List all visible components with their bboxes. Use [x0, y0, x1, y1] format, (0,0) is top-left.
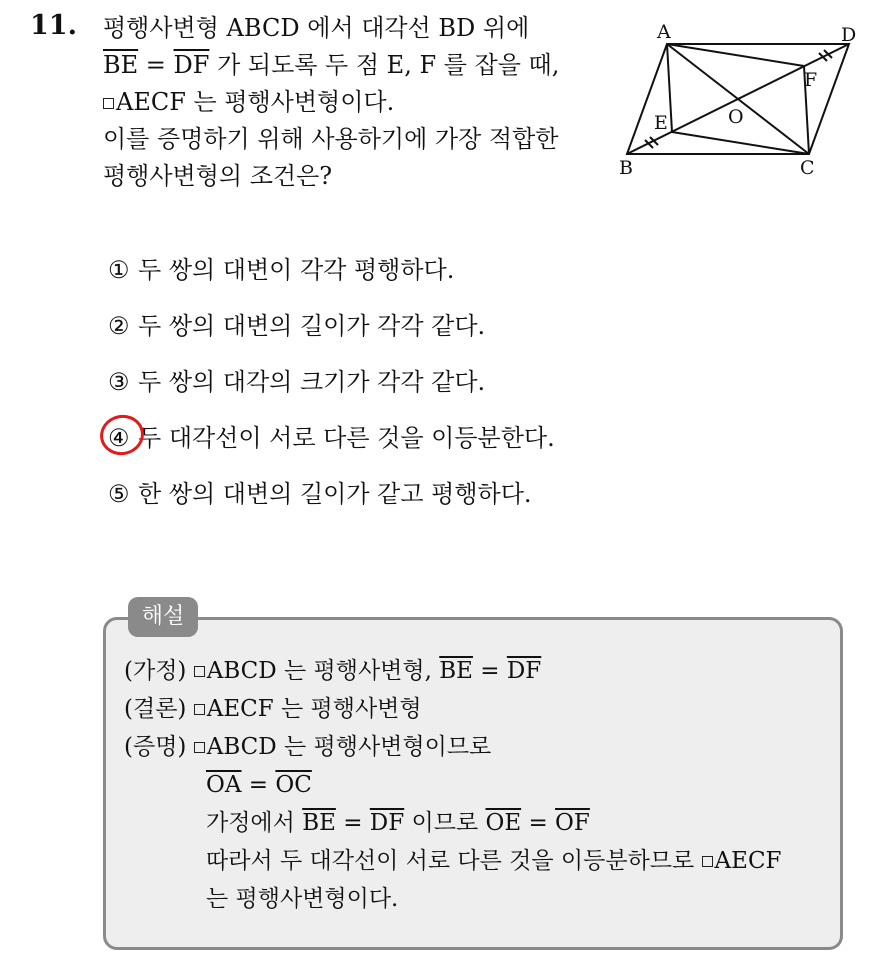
shape-aecf: AECF: [116, 88, 186, 116]
choice-4[interactable]: [108, 416, 555, 472]
hypothesis-label: (가정): [124, 658, 187, 684]
segment-df: $\overline{DF}$: [173, 51, 210, 79]
solution-title: 해설: [128, 597, 198, 637]
segment-be: $\overline{BE}$: [439, 658, 473, 684]
equals-sign: =: [241, 772, 276, 798]
choice-text: 두 쌍의 대변이 각각 평행하다.: [138, 256, 455, 284]
choice-text: 두 쌍의 대변의 길이가 각각 같다.: [138, 312, 486, 340]
stem-line-2-rest: 가 되도록 두 점 E, F 를 잡을 때,: [209, 51, 560, 79]
tick-df-1: [819, 53, 827, 61]
solution-proof-line-5: 는 평행사변형이다.: [206, 886, 399, 912]
shape-aecf: AECF: [714, 848, 782, 874]
parallelogram-figure: [612, 14, 872, 184]
choice-marker: ②: [108, 312, 130, 340]
quadrilateral-icon: [702, 856, 713, 867]
segment-be: $\overline{BE}$: [302, 810, 336, 836]
stem-line-5: 평행사변형의 조건은?: [103, 162, 333, 190]
choice-3[interactable]: [108, 360, 555, 416]
choice-marker: ③: [108, 368, 130, 396]
shape-abcd: ABCD: [206, 658, 277, 684]
choice-marker: ①: [108, 256, 130, 284]
segment-of: $\overline{OF}$: [555, 810, 590, 836]
equals-sign: =: [138, 51, 174, 79]
choice-1[interactable]: [108, 248, 555, 304]
segment-oa: $\overline{OA}$: [206, 772, 242, 798]
choice-text: 두 쌍의 대각의 크기가 각각 같다.: [138, 368, 486, 396]
label-a: A: [657, 21, 671, 43]
segment-oc: $\overline{OC}$: [275, 772, 312, 798]
equals-sign: =: [335, 810, 370, 836]
label-e: E: [654, 112, 668, 134]
choice-marker: ⑤: [108, 480, 130, 508]
proof-text: 따라서 두 대각선이 서로 다른 것을 이등분하므로: [206, 848, 702, 874]
segment-af: [667, 44, 804, 66]
stem-line-3: [103, 84, 603, 121]
proof-text: 는 평행사변형이므로: [276, 734, 492, 760]
label-o: O: [728, 106, 744, 128]
choice-text: 두 대각선이 서로 다른 것을 이등분한다.: [138, 424, 555, 452]
label-c: C: [800, 157, 815, 179]
segment-be: $\overline{BE}$: [103, 51, 139, 79]
quadrilateral-icon: [194, 666, 205, 677]
solution-hypothesis: [124, 652, 782, 690]
solution-content: [124, 652, 782, 918]
solution-proof-line-1: [124, 728, 782, 766]
shape-abcd: ABCD: [206, 734, 277, 760]
choice-marker: ④: [108, 424, 130, 452]
choice-text: 한 쌍의 대변의 길이가 같고 평행하다.: [138, 480, 532, 508]
choice-5[interactable]: [108, 472, 555, 528]
proof-label: (증명): [124, 734, 187, 760]
label-b: B: [619, 157, 633, 179]
answer-choices: [108, 248, 555, 528]
quadrilateral-icon: [103, 98, 114, 109]
segment-oe: $\overline{OE}$: [485, 810, 522, 836]
label-f: F: [804, 69, 818, 91]
quadrilateral-icon: [194, 742, 205, 753]
proof-text: 이므로: [404, 810, 486, 836]
stem-line-2: [103, 47, 603, 84]
solution-proof-line-4: [124, 842, 782, 880]
segment-ec: [672, 132, 809, 154]
segment-df: $\overline{DF}$: [506, 658, 542, 684]
label-d: D: [841, 24, 857, 46]
solution-proof-line-2: [124, 766, 782, 804]
conclusion-text: 는 평행사변형: [273, 696, 422, 722]
stem-line-1: 평행사변형 ABCD 에서 대각선 BD 위에: [103, 14, 530, 42]
choice-2[interactable]: [108, 304, 555, 360]
conclusion-label: (결론): [124, 696, 187, 722]
stem-line-4: 이를 증명하기 위해 사용하기에 가장 적합한: [103, 125, 559, 153]
question-number: 11.: [30, 10, 77, 41]
solution-proof-line-3: [124, 804, 782, 842]
equals-sign: =: [472, 658, 507, 684]
segment-df: $\overline{DF}$: [369, 810, 405, 836]
hypothesis-text: 는 평행사변형,: [276, 658, 440, 684]
proof-text: 가정에서: [206, 810, 303, 836]
equals-sign: =: [521, 810, 556, 836]
solution-conclusion: [124, 690, 782, 728]
quadrilateral-icon: [194, 704, 205, 715]
shape-aecf: AECF: [206, 696, 274, 722]
stem-line-3-rest: 는 평행사변형이다.: [185, 88, 395, 116]
question-stem: [103, 10, 603, 195]
